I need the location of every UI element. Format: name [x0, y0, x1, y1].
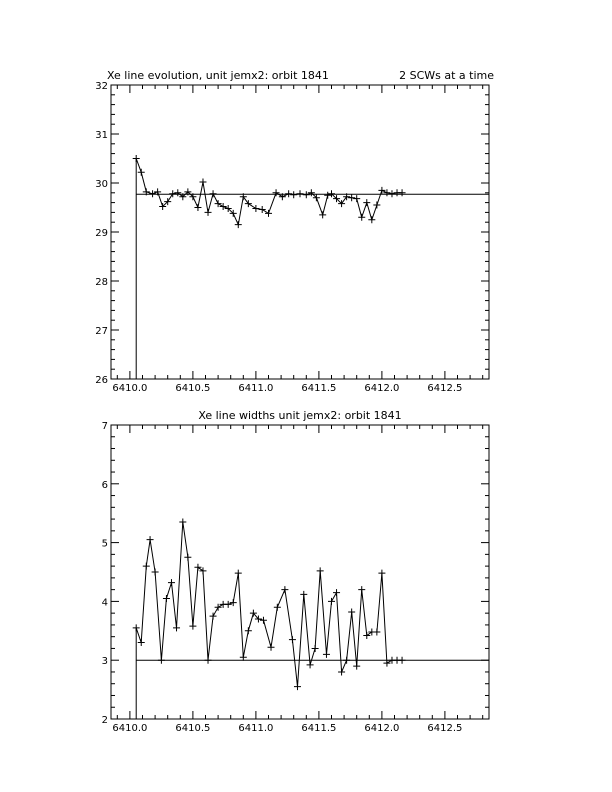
- widths-data-point: [199, 567, 206, 574]
- evolution-data-point: [133, 155, 140, 162]
- widths-data-point: [205, 657, 212, 664]
- evolution-data-point: [245, 200, 252, 207]
- widths-data-point: [184, 554, 191, 561]
- evolution-y-tick-label: 28: [95, 277, 108, 288]
- widths-data-point: [189, 623, 196, 630]
- widths-plot-frame: [111, 425, 489, 719]
- widths-data-point: [399, 657, 406, 664]
- evolution-data-point: [373, 202, 380, 209]
- widths-data-point: [333, 589, 340, 596]
- widths-x-tick-label: 6412.5: [427, 723, 463, 734]
- widths-data-point: [179, 519, 186, 526]
- widths-data-point: [343, 657, 350, 664]
- evolution-data-point: [319, 211, 326, 218]
- evolution-data-point: [324, 192, 331, 199]
- evolution-data-point: [138, 169, 145, 176]
- evolution-y-tick-label: 29: [95, 228, 108, 239]
- evolution-y-tick-label: 31: [95, 130, 108, 141]
- widths-data-point: [147, 536, 154, 543]
- evolution-data-point: [194, 204, 201, 211]
- widths-y-tick-label: 6: [101, 479, 108, 491]
- widths-x-tick-label: 6411.5: [301, 723, 337, 734]
- evolution-data-point: [358, 214, 365, 221]
- evolution-data-point: [290, 191, 297, 198]
- widths-x-tick-label: 6411.0: [238, 723, 274, 734]
- evolution-data-point: [399, 189, 406, 196]
- widths-data-point: [158, 657, 165, 664]
- widths-x-tick-label: 6412.0: [364, 723, 400, 734]
- widths-data-point: [168, 579, 175, 586]
- evolution-x-tick-label: 6411.0: [238, 383, 274, 394]
- widths-data-point: [378, 570, 385, 577]
- evolution-data-point: [388, 190, 395, 197]
- widths-data-point: [317, 567, 324, 574]
- evolution-x-tick-label: 6411.5: [301, 383, 337, 394]
- widths-data-point: [281, 586, 288, 593]
- widths-data-point: [225, 601, 232, 608]
- evolution-y-tick-label: 32: [95, 81, 108, 92]
- evolution-data-point: [363, 199, 370, 206]
- evolution-plot-title: Xe line evolution, unit jemx2: orbit 1841: [107, 69, 329, 82]
- widths-data-point: [373, 628, 380, 635]
- evolution-data-point: [252, 205, 259, 212]
- widths-data-point: [363, 632, 370, 639]
- evolution-data-point: [265, 210, 272, 217]
- widths-data-point: [143, 563, 150, 570]
- evolution-data-point: [210, 190, 217, 197]
- widths-y-tick-label: 4: [101, 597, 108, 609]
- widths-data-point: [312, 645, 319, 652]
- evolution-y-tick-label: 27: [95, 326, 108, 337]
- evolution-x-tick-label: 6412.5: [427, 383, 463, 394]
- widths-data-point: [294, 683, 301, 690]
- widths-y-tick-label: 5: [101, 538, 108, 550]
- widths-plot-title: Xe line widths unit jemx2: orbit 1841: [198, 409, 402, 422]
- evolution-data-point: [353, 195, 360, 202]
- evolution-x-tick-label: 6410.5: [175, 383, 211, 394]
- evolution-y-tick-label: 26: [95, 375, 108, 386]
- widths-data-point: [194, 564, 201, 571]
- widths-data-point: [173, 624, 180, 631]
- widths-data-point: [260, 617, 267, 624]
- evolution-series-line: [136, 159, 402, 380]
- evolution-data-point: [285, 190, 292, 197]
- evolution-y-tick-label: 30: [95, 179, 108, 190]
- widths-data-point: [323, 651, 330, 658]
- widths-y-tick-label: 3: [101, 656, 108, 668]
- evolution-data-point: [199, 179, 206, 186]
- evolution-data-point: [235, 221, 242, 228]
- widths-data-point: [358, 586, 365, 593]
- widths-data-point: [235, 570, 242, 577]
- evolution-plot: [95, 69, 494, 394]
- widths-data-point: [133, 624, 140, 631]
- widths-y-tick-label: 7: [101, 421, 108, 432]
- widths-y-tick-label: 2: [101, 715, 108, 726]
- widths-data-point: [152, 569, 159, 576]
- evolution-x-tick-label: 6410.0: [112, 383, 148, 394]
- widths-data-point: [328, 598, 335, 605]
- widths-series-line: [136, 522, 402, 719]
- widths-data-point: [353, 663, 360, 670]
- widths-data-point: [289, 636, 296, 643]
- evolution-x-tick-label: 6412.0: [364, 383, 400, 394]
- evolution-data-point: [348, 194, 355, 201]
- widths-data-point: [268, 644, 275, 651]
- evolution-data-point: [273, 189, 280, 196]
- widths-data-point: [307, 661, 314, 668]
- widths-data-point: [338, 668, 345, 675]
- widths-data-point: [138, 639, 145, 646]
- widths-data-point: [210, 613, 217, 620]
- evolution-plot-frame: [111, 85, 489, 379]
- widths-x-tick-label: 6410.5: [175, 723, 211, 734]
- widths-data-point: [245, 627, 252, 634]
- evolution-data-point: [368, 216, 375, 223]
- evolution-data-point: [297, 190, 304, 197]
- widths-data-point: [300, 591, 307, 598]
- evolution-plot-subtitle: 2 SCWs at a time: [399, 69, 494, 82]
- widths-data-point: [230, 599, 237, 606]
- evolution-data-point: [259, 206, 266, 213]
- widths-plot: [102, 409, 489, 734]
- widths-x-tick-label: 6410.0: [112, 723, 148, 734]
- evolution-data-point: [205, 209, 212, 216]
- widths-data-point: [163, 595, 170, 602]
- evolution-data-point: [169, 190, 176, 197]
- widths-data-point: [274, 604, 281, 611]
- widths-data-point: [348, 608, 355, 615]
